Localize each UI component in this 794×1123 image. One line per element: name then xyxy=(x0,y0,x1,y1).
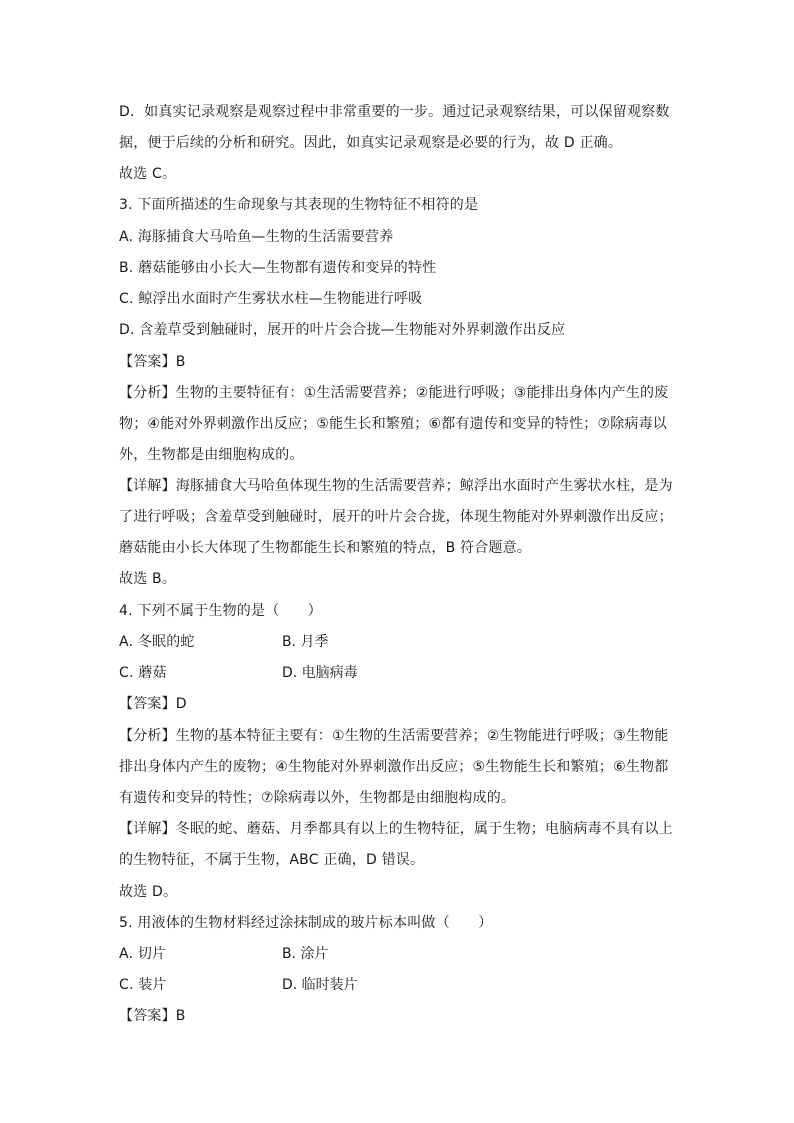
question-5-option-d: D. 临时装片 xyxy=(282,977,358,993)
explanation-line: 了进行呼吸；含羞草受到触碰时，展开的叶片会合拢，体现生物能对外界刺激作出反应； xyxy=(119,509,673,525)
question-3-stem: 3. 下面所描述的生命现象与其表现的生物特征不相符的是 xyxy=(119,197,479,213)
text-line: 据，便于后续的分析和研究。因此，如真实记录观察是必要的行为，故 D 正确。 xyxy=(119,135,623,151)
question-4-option-b: B. 月季 xyxy=(282,634,329,650)
question-3-option-b: B. 蘑菇能够由小长大—生物都有遗传和变异的特性 xyxy=(119,260,437,276)
analysis-line: 有遗传和变异的特性；⑦除病毒以外，生物都是由细胞构成的。 xyxy=(119,790,516,806)
analysis-line: 排出身体内产生的废物；④生物能对外界刺激作出反应；⑤生物能生长和繁殖；⑥生物都 xyxy=(119,759,669,775)
question-3-option-d: D. 含羞草受到触碰时，展开的叶片会合拢—生物能对外界刺激作出反应 xyxy=(119,322,566,338)
answer-label: 【答案】B xyxy=(119,1008,186,1024)
explanation-line: 的生物特征，不属于生物，ABC 正确，D 错误。 xyxy=(119,852,425,868)
answer-label: 【答案】B xyxy=(119,354,186,370)
text-line: 故选 B。 xyxy=(119,571,177,587)
analysis-line: 【分析】生物的主要特征有：①生活需要营养；②能进行呼吸；③能排出身体内产生的废 xyxy=(119,385,669,401)
question-3-option-c: C. 鲸浮出水面时产生雾状水柱—生物能进行呼吸 xyxy=(119,291,423,307)
explanation-line: 【详解】海豚捕食大马哈鱼体现生物的生活需要营养；鲸浮出水面时产生雾状水柱，是为 xyxy=(119,478,673,494)
question-5-stem: 5. 用液体的生物材料经过涂抹制成的玻片标本叫做（ ） xyxy=(119,915,493,931)
question-5-option-b: B. 涂片 xyxy=(282,946,329,962)
question-4-option-c: C. 蘑菇 xyxy=(119,665,167,681)
question-3-option-a: A. 海豚捕食大马哈鱼—生物的生活需要营养 xyxy=(119,229,394,245)
analysis-line: 物；④能对外界刺激作出反应；⑤能生长和繁殖；⑥都有遗传和变异的特性；⑦除病毒以 xyxy=(119,416,668,432)
question-4-stem: 4. 下列不属于生物的是（ ） xyxy=(119,603,323,619)
analysis-line: 【分析】生物的基本特征主要有：①生物的生活需要营养；②生物能进行呼吸；③生物能 xyxy=(119,728,669,744)
question-4-option-a: A. 冬眠的蛇 xyxy=(119,634,195,650)
question-4-option-d: D. 电脑病毒 xyxy=(282,665,358,681)
question-5-option-c: C. 装片 xyxy=(119,977,167,993)
text-line: 故选 C。 xyxy=(119,166,177,182)
question-5-option-a: A. 切片 xyxy=(119,946,167,962)
explanation-line: 蘑菇能由小长大体现了生物都能生长和繁殖的特点，B 符合题意。 xyxy=(119,540,532,556)
explanation-line: 【详解】冬眠的蛇、蘑菇、月季都具有以上的生物特征，属于生物；电脑病毒不具有以上 xyxy=(119,821,673,837)
text-line: D．如真实记录观察是观察过程中非常重要的一步。通过记录观察结果，可以保留观察数 xyxy=(119,104,670,120)
text-line: 故选 D。 xyxy=(119,884,178,900)
analysis-line: 外，生物都是由细胞构成的。 xyxy=(119,447,304,463)
answer-label: 【答案】D xyxy=(119,696,187,712)
